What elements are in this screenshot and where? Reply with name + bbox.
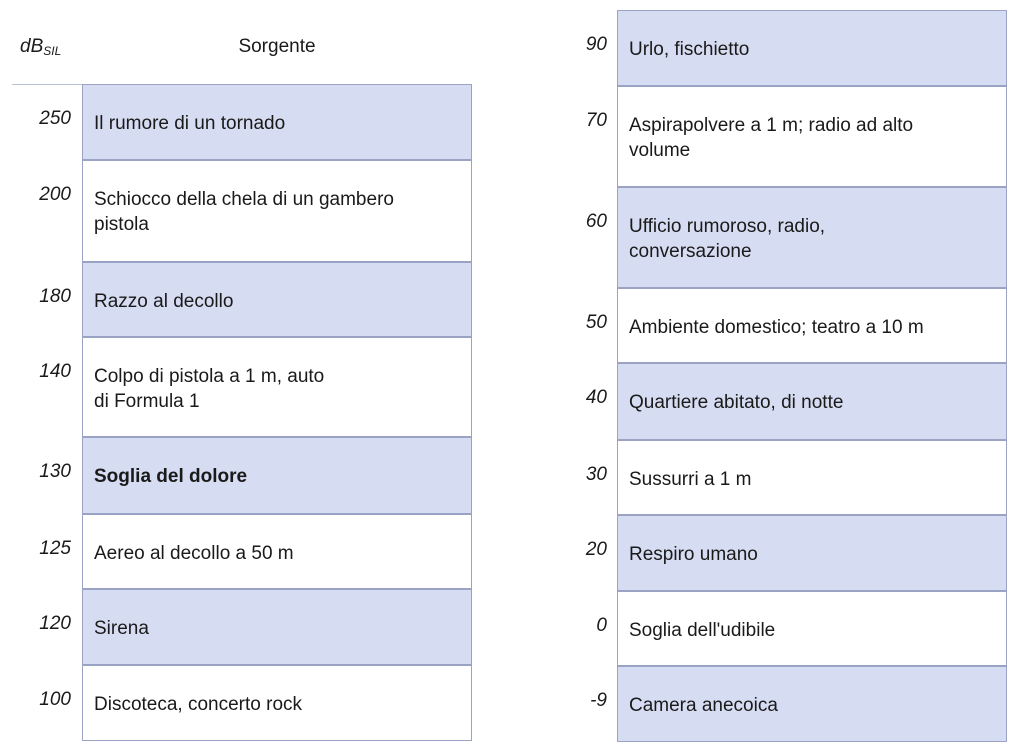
source-cell: Sussurri a 1 m: [617, 440, 1007, 515]
source-cell: Razzo al decollo: [82, 262, 472, 337]
source-cell: Colpo di pistola a 1 m, auto di Formula 1: [82, 337, 472, 437]
source-cell: Quartiere abitato, di notte: [617, 363, 1007, 440]
db-value: 40: [585, 387, 607, 408]
source-cell: Camera anecoica: [617, 666, 1007, 742]
source-cell: Aereo al decollo a 50 m: [82, 514, 472, 589]
db-value: 0: [596, 615, 607, 636]
db-value: 30: [585, 464, 607, 485]
source-cell: Schiocco della chela di un gambero pistola: [82, 160, 472, 262]
source-header: Sorgente: [238, 36, 316, 57]
source-cell: Discoteca, concerto rock: [82, 665, 472, 741]
db-value: 100: [39, 689, 71, 710]
source-cell: Il rumore di un tornado: [82, 84, 472, 160]
db-value: 140: [39, 361, 71, 382]
db-value: 180: [39, 286, 71, 307]
db-value: 70: [585, 110, 607, 131]
db-value: 90: [585, 34, 607, 55]
source-cell: Aspirapolvere a 1 m; radio ad alto volume: [617, 86, 1007, 187]
source-cell: Soglia del dolore: [82, 437, 472, 514]
db-value: 125: [39, 538, 71, 559]
db-sil-header: $dB_{SIL}$: [20, 36, 62, 58]
db-value: 130: [39, 461, 71, 482]
db-value: 120: [39, 613, 71, 634]
source-cell: Ambiente domestico; teatro a 10 m: [617, 288, 1007, 363]
source-cell: Respiro umano: [617, 515, 1007, 591]
source-cell: Sirena: [82, 589, 472, 665]
db-value: -9: [590, 690, 607, 711]
source-cell: Ufficio rumoroso, radio, conversazione: [617, 187, 1007, 288]
db-value: 250: [39, 108, 71, 129]
source-cell: Soglia dell'udibile: [617, 591, 1007, 666]
db-value: 60: [585, 211, 607, 232]
db-value: 20: [585, 539, 607, 560]
db-value: 200: [39, 184, 71, 205]
source-cell: Urlo, fischietto: [617, 10, 1007, 86]
db-value: 50: [585, 312, 607, 333]
